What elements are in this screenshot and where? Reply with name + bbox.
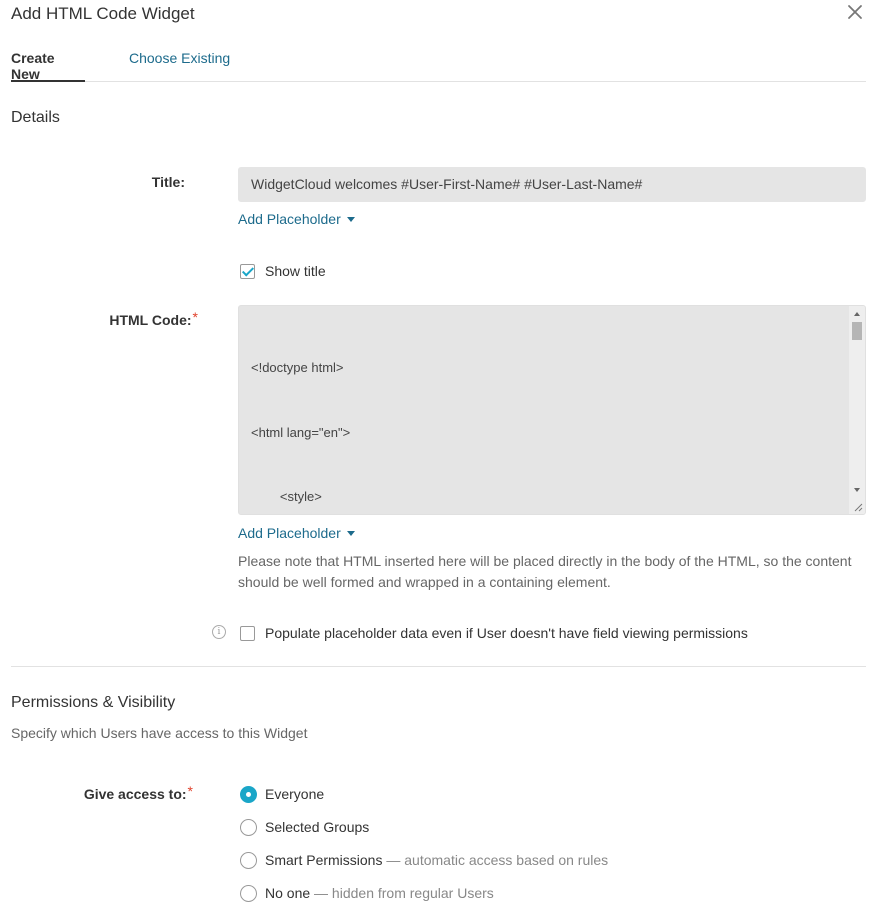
- show-title-checkbox-row[interactable]: [240, 263, 326, 280]
- scroll-thumb[interactable]: [852, 322, 862, 340]
- html-code-label: HTML Code:*: [109, 309, 198, 328]
- html-code-content: <!doctype html> <html lang="en"> <style>: [251, 360, 351, 504]
- add-placeholder-label: Add Placeholder: [238, 211, 341, 227]
- tab-bar: [11, 50, 866, 82]
- populate-placeholder-checkbox[interactable]: [240, 626, 255, 641]
- radio-label: Everyone: [265, 786, 325, 802]
- dialog-title: Add HTML Code Widget: [11, 4, 195, 23]
- section-divider: [11, 666, 866, 667]
- title-input[interactable]: WidgetCloud welcomes #User-First-Name# #User-Last-Name#: [238, 167, 866, 202]
- title-label: Title:: [151, 174, 185, 190]
- radio-description: — hidden from regular Users: [310, 885, 494, 901]
- permissions-subheading: Specify which Users have access to this Widget: [11, 725, 308, 741]
- scroll-down-icon[interactable]: [854, 488, 860, 492]
- permissions-heading: Permissions & Visibility: [11, 694, 176, 711]
- radio-label: No one: [265, 885, 311, 901]
- required-mark: *: [192, 309, 198, 325]
- radio-selected-groups[interactable]: [240, 819, 369, 837]
- html-code-textarea[interactable]: [238, 305, 866, 515]
- tab-create-new[interactable]: Create New: [11, 50, 85, 82]
- caret-down-icon: [347, 531, 355, 536]
- radio-everyone[interactable]: [240, 786, 324, 804]
- caret-down-icon: [347, 217, 355, 222]
- radio-button[interactable]: [240, 885, 257, 902]
- show-title-label: Show title: [265, 263, 326, 279]
- close-icon[interactable]: [845, 2, 865, 22]
- required-mark: *: [187, 783, 193, 799]
- radio-button[interactable]: [240, 819, 257, 836]
- give-access-label: Give access to:*: [83, 783, 193, 802]
- radio-description: — automatic access based on rules: [382, 852, 609, 868]
- radio-button[interactable]: [240, 852, 257, 869]
- add-placeholder-label: Add Placeholder: [238, 525, 341, 541]
- radio-label: Selected Groups: [265, 819, 370, 835]
- show-title-checkbox[interactable]: [240, 264, 255, 279]
- populate-placeholder-checkbox-row[interactable]: [240, 625, 748, 642]
- details-heading: Details: [11, 109, 60, 126]
- tab-choose-existing[interactable]: Choose Existing: [129, 50, 231, 66]
- code-scrollbar[interactable]: [849, 306, 865, 514]
- radio-label: Smart Permissions: [265, 852, 383, 868]
- radio-smart-permissions[interactable]: [240, 852, 608, 870]
- scroll-up-icon[interactable]: [854, 312, 860, 316]
- add-placeholder-title-dropdown[interactable]: [238, 211, 355, 227]
- html-note: Please note that HTML inserted here will be placed directly in the body of the HTML, so the content should be well formed and wrapped in a containing element.: [238, 553, 852, 590]
- radio-button[interactable]: [240, 786, 257, 803]
- info-icon[interactable]: i: [212, 625, 226, 639]
- populate-placeholder-label: Populate placeholder data even if User doesn't have field viewing permissions: [265, 625, 748, 641]
- resize-handle-icon[interactable]: [853, 502, 863, 512]
- add-placeholder-html-dropdown[interactable]: [238, 525, 355, 541]
- radio-no-one[interactable]: [240, 885, 494, 903]
